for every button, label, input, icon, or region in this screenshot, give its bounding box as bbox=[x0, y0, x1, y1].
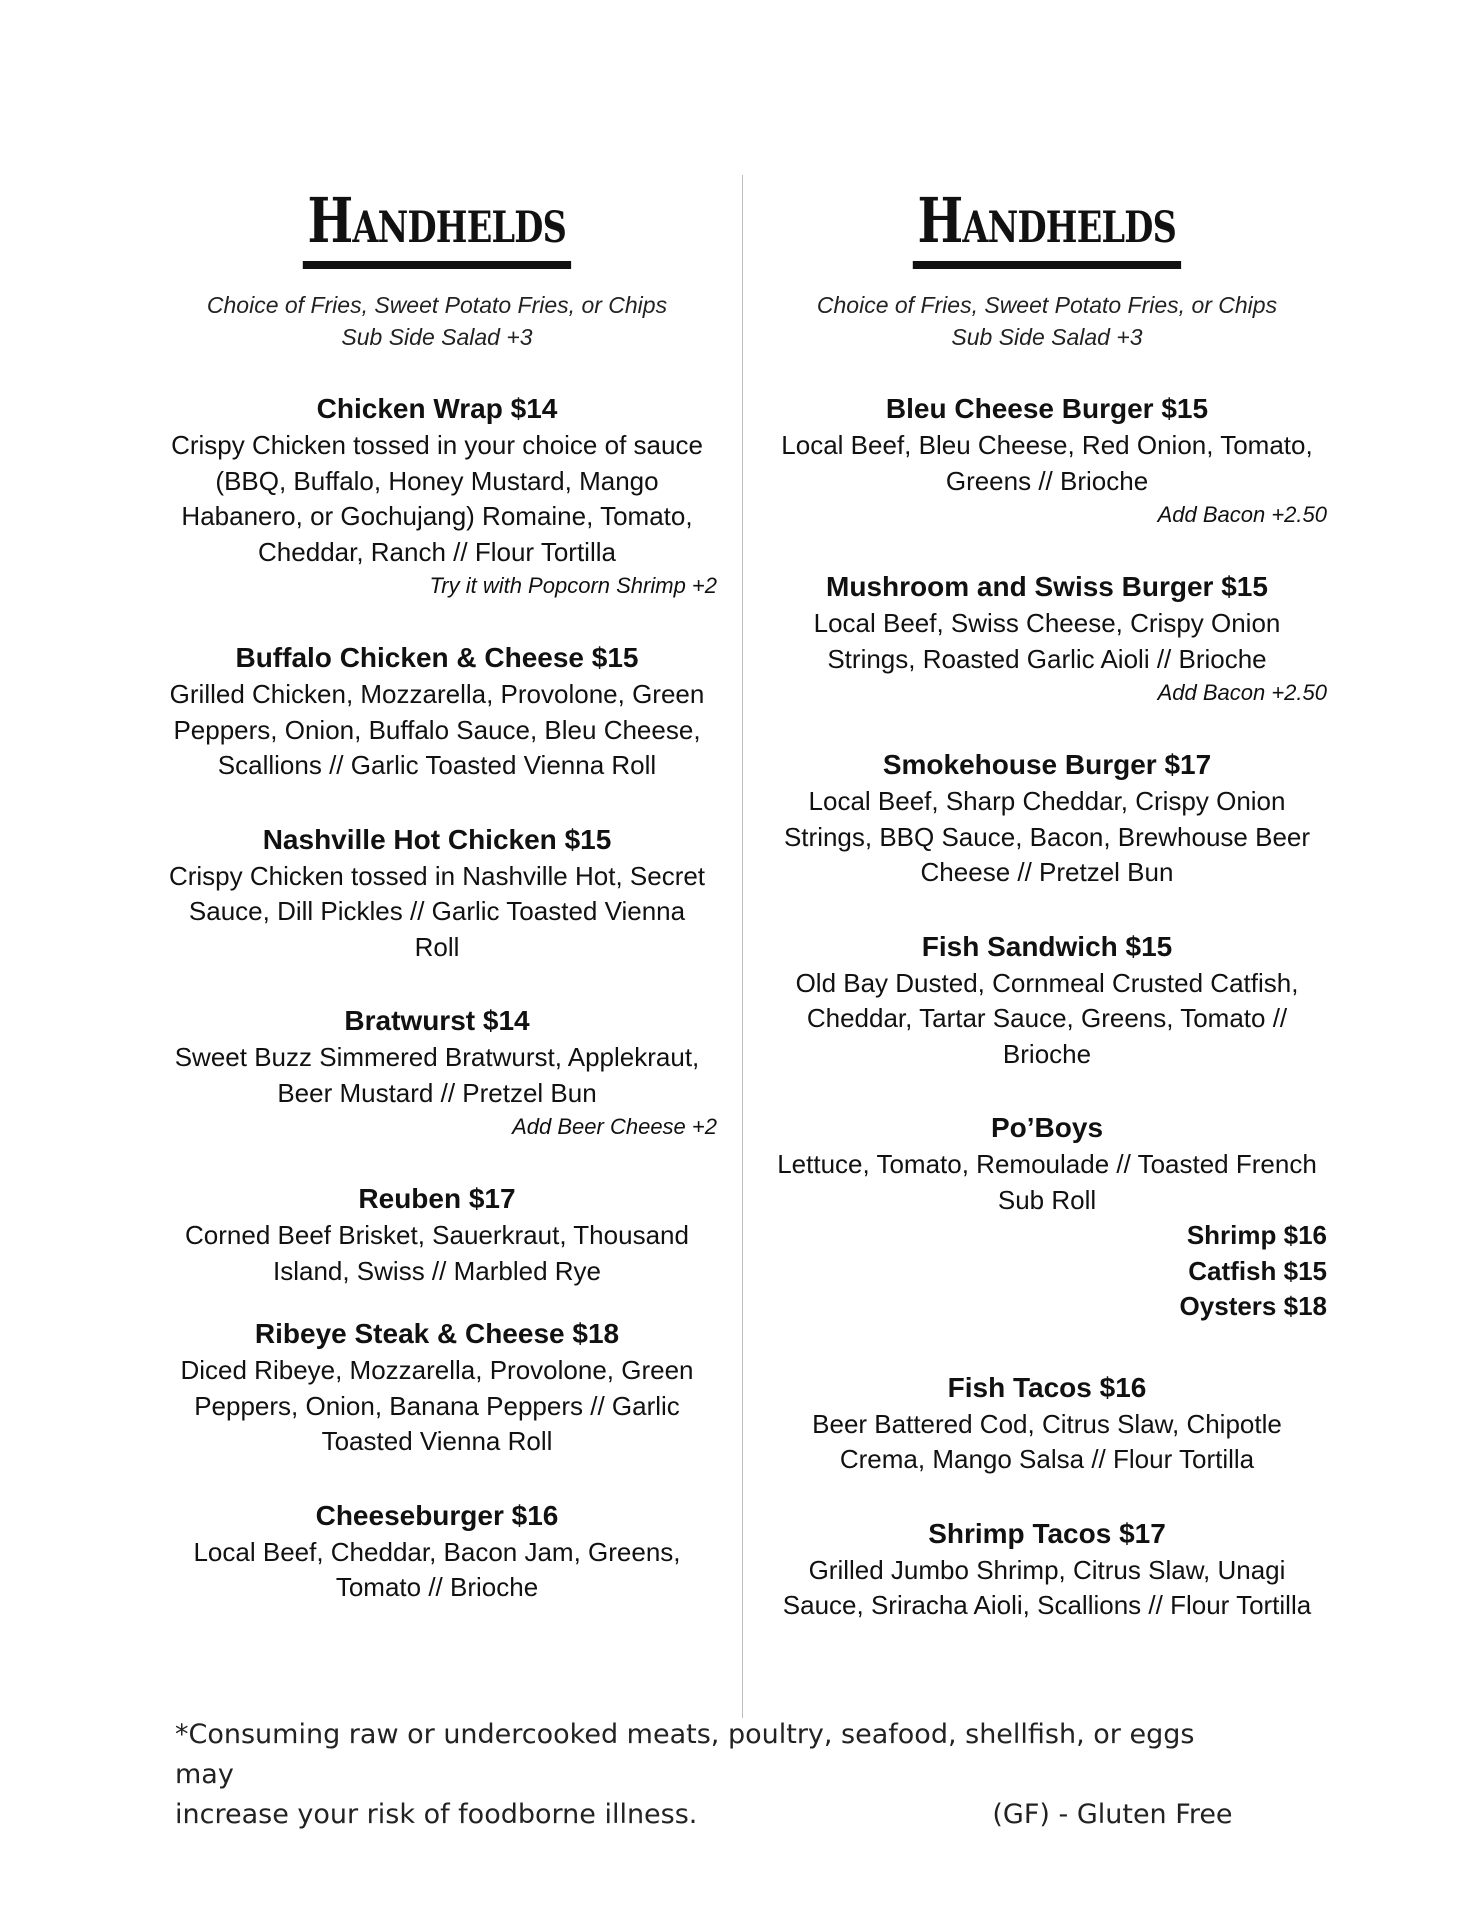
disclaimer-text: increase your risk of foodborne illness. bbox=[175, 1799, 698, 1830]
food-safety-disclaimer bbox=[175, 1715, 1255, 1835]
left-menu-column bbox=[157, 183, 717, 1606]
item-description: Crispy Chicken tossed in your choice of sauce (BBQ, Buffalo, Honey Mustard, Mango Habanero, or Gochujang) Romaine, Tomato, Cheddar, Ranch // Flour Tortilla bbox=[171, 430, 703, 567]
item-addon: Add Bacon +2.50 bbox=[1157, 680, 1327, 705]
price-shrimp: Shrimp $16 bbox=[1186, 1220, 1327, 1250]
menu-item-nashville-hot-chicken bbox=[157, 821, 717, 966]
menu-item-cheeseburger bbox=[157, 1497, 717, 1606]
menu-item-bleu-cheese-burger bbox=[767, 390, 1327, 531]
right-menu-column bbox=[767, 183, 1327, 1624]
item-name: Fish Tacos $16 bbox=[947, 1371, 1147, 1403]
item-description: Crispy Chicken tossed in Nashville Hot, Secret Sauce, Dill Pickles // Garlic Toasted Vienna Roll bbox=[168, 860, 706, 962]
section-title-wrap bbox=[767, 183, 1327, 269]
item-name: Po’Boys bbox=[990, 1112, 1104, 1143]
item-description: Local Beef, Bleu Cheese, Red Onion, Tomato, Greens // Brioche bbox=[781, 430, 1313, 496]
item-name: Nashville Hot Chicken $15 bbox=[262, 823, 612, 855]
side-salad-note: Sub Side Salad +3 bbox=[951, 324, 1143, 350]
item-description: Lettuce, Tomato, Remoulade // Toasted French Sub Roll bbox=[777, 1149, 1317, 1215]
menu-item-fish-sandwich bbox=[767, 928, 1327, 1073]
sides-note-line: Choice of Fries, Sweet Potato Fries, or Chips bbox=[206, 292, 668, 318]
price-catfish: Catfish $15 bbox=[1188, 1255, 1327, 1286]
item-description: Local Beef, Swiss Cheese, Crispy Onion Strings, Roasted Garlic Aioli // Brioche bbox=[813, 608, 1281, 674]
item-description: Local Beef, Sharp Cheddar, Crispy Onion Strings, BBQ Sauce, Bacon, Brewhouse Beer Cheese // Pretzel Bun bbox=[783, 786, 1311, 887]
section-title: Handhelds bbox=[303, 183, 571, 269]
menu-item-chicken-wrap bbox=[157, 390, 717, 602]
menu-item-smokehouse-burger bbox=[767, 746, 1327, 891]
item-addon: Add Bacon +2.50 bbox=[1157, 502, 1327, 527]
item-description: Old Bay Dusted, Cornmeal Crusted Catfish, Cheddar, Tartar Sauce, Greens, Tomato // Brioche bbox=[795, 967, 1299, 1069]
menu-item-poboys bbox=[767, 1109, 1327, 1325]
sides-note bbox=[767, 289, 1327, 353]
side-salad-note: Sub Side Salad +3 bbox=[341, 324, 533, 350]
item-description: Sweet Buzz Simmered Bratwurst, Applekraut, Beer Mustard // Pretzel Bun bbox=[174, 1042, 700, 1108]
menu-item-fish-tacos bbox=[767, 1369, 1327, 1478]
section-title-wrap bbox=[157, 183, 717, 269]
item-name: Bratwurst $14 bbox=[344, 1005, 530, 1036]
item-name: Chicken Wrap $14 bbox=[316, 393, 558, 424]
menu-item-bratwurst bbox=[157, 1002, 717, 1143]
menu-item-shrimp-tacos bbox=[767, 1515, 1327, 1624]
disclaimer-line-2 bbox=[175, 1795, 1255, 1835]
item-name: Bleu Cheese Burger $15 bbox=[885, 393, 1209, 424]
item-addon: Try it with Popcorn Shrimp +2 bbox=[429, 573, 717, 598]
item-description: Diced Ribeye, Mozzarella, Provolone, Green Peppers, Onion, Banana Peppers // Garlic Toasted Vienna Roll bbox=[180, 1355, 694, 1456]
item-name: Reuben $17 bbox=[358, 1183, 516, 1214]
sides-note bbox=[157, 289, 717, 353]
item-description: Local Beef, Cheddar, Bacon Jam, Greens, Tomato // Brioche bbox=[193, 1536, 681, 1602]
column-divider bbox=[742, 175, 743, 1718]
poboy-price-list bbox=[767, 1218, 1327, 1325]
menu-item-reuben bbox=[157, 1180, 717, 1289]
item-name: Ribeye Steak & Cheese $18 bbox=[254, 1318, 620, 1349]
item-name: Fish Sandwich $15 bbox=[921, 930, 1173, 962]
gluten-free-legend: (GF) - Gluten Free bbox=[992, 1799, 1233, 1830]
item-name: Smokehouse Burger $17 bbox=[882, 749, 1212, 780]
item-addon: Add Beer Cheese +2 bbox=[512, 1114, 717, 1139]
item-name: Mushroom and Swiss Burger $15 bbox=[826, 571, 1268, 602]
item-name: Buffalo Chicken & Cheese $15 bbox=[235, 642, 639, 673]
price-oysters: Oysters $18 bbox=[1179, 1291, 1327, 1321]
item-name: Cheeseburger $16 bbox=[315, 1499, 559, 1531]
section-title: Handhelds bbox=[913, 183, 1181, 269]
item-description: Grilled Chicken, Mozzarella, Provolone, Green Peppers, Onion, Buffalo Sauce, Bleu Cheese, Scallions // Garlic Toasted Vienna Roll bbox=[169, 679, 705, 780]
disclaimer-line: *Consuming raw or undercooked meats, poultry, seafood, shellfish, or eggs may bbox=[175, 1719, 1195, 1790]
menu-item-ribeye-steak-cheese bbox=[157, 1315, 717, 1460]
item-description: Grilled Jumbo Shrimp, Citrus Slaw, Unagi Sauce, Sriracha Aioli, Scallions // Flour Tortilla bbox=[782, 1554, 1312, 1620]
menu-item-mushroom-swiss-burger bbox=[767, 568, 1327, 709]
menu-item-buffalo-chicken-cheese bbox=[157, 639, 717, 784]
sides-note-line: Choice of Fries, Sweet Potato Fries, or Chips bbox=[816, 292, 1278, 318]
item-name: Shrimp Tacos $17 bbox=[928, 1517, 1166, 1549]
item-description: Beer Battered Cod, Citrus Slaw, Chipotle Crema, Mango Salsa // Flour Tortilla bbox=[812, 1408, 1282, 1474]
item-description: Corned Beef Brisket, Sauerkraut, Thousand Island, Swiss // Marbled Rye bbox=[185, 1220, 689, 1286]
